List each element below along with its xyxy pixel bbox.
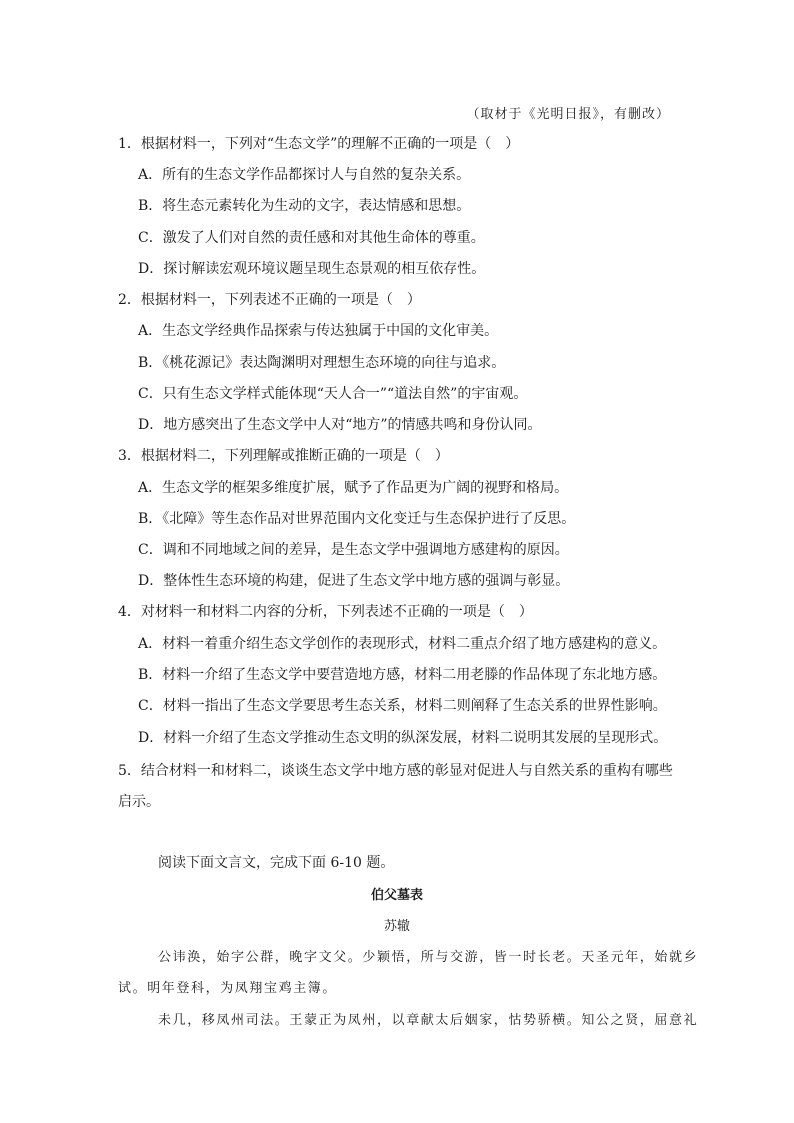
question-2-option-a: A．生态文学经典作品探索与传达独属于中国的文化审美。 — [138, 323, 499, 339]
question-1-option-c: C．激发了人们对自然的责任感和对其他生命体的尊重。 — [138, 230, 485, 246]
classical-text-line-1: 公讳涣，始字公群，晚字文父。少颖悟，所与交游，皆一时长老。天圣元年，始就乡 — [158, 950, 699, 965]
question-5-stem-line-1: 5．结合材料一和材料二，谈谈生态文学中地方感的彰显对促进人与自然关系的重构有哪些 — [118, 763, 673, 779]
question-2-stem: 2．根据材料一，下列表述不正确的一项是（ ） — [118, 292, 421, 308]
question-4-option-d: D．材料一介绍了生态文学推动生态文明的纵深发展，材料二说明其发展的呈现形式。 — [138, 730, 668, 746]
question-2-option-b: B．《桃花源记》表达陶渊明对理想生态环境的向往与追求。 — [138, 355, 506, 371]
question-2-option-c: C．只有生态文学样式能体现“天人合一”“道法自然”的宇宙观。 — [138, 386, 528, 402]
classical-text-line-3: 未几，移凤州司法。王蒙正为凤州，以章献太后姻家，怙势骄横。知公之贤，屈意礼 — [158, 1013, 699, 1028]
question-1-option-a: A．所有的生态文学作品都探讨人与自然的复杂关系。 — [138, 167, 471, 183]
classical-text-line-2: 试。明年登科，为凤翔宝鸡主簿。 — [118, 981, 338, 996]
section-intro: 阅读下面文言文，完成下面 6-10 题。 — [158, 855, 395, 871]
question-5-stem-line-2: 启示。 — [118, 794, 160, 810]
question-3-option-b: B．《北障》等生态作品对世界范围内文化变迁与生态保护进行了反思。 — [138, 511, 576, 527]
source-note: （取材于《光明日报》，有删改） — [466, 107, 670, 122]
question-4-option-a: A．材料一着重介绍生态文学创作的表现形式，材料二重点介绍了地方感建构的意义。 — [138, 636, 667, 652]
question-3-option-d: D．整体性生态环境的构建，促进了生态文学中地方感的强调与彰显。 — [138, 573, 570, 589]
question-1-option-d: D．探讨解读宏观环境议题呈现生态景观的相互依存性。 — [138, 261, 486, 277]
classical-text-title: 伯父墓表 — [370, 888, 423, 903]
question-1-option-b: B．将生态元素转化为生动的文字，表达情感和思想。 — [138, 198, 471, 214]
classical-text-author: 苏辙 — [383, 919, 410, 934]
question-4-option-b: B．材料一介绍了生态文学中要营造地方感，材料二用老滕的作品体现了东北地方感。 — [138, 667, 667, 683]
question-4-stem: 4．对材料一和材料二内容的分析，下列表述不正确的一项是（ ） — [118, 604, 533, 620]
question-3-option-a: A．生态文学的框架多维度扩展，赋予了作品更为广阔的视野和格局。 — [138, 480, 569, 496]
question-3-option-c: C．调和不同地域之间的差异，是生态文学中强调地方感建构的原因。 — [138, 542, 569, 558]
question-3-stem: 3．根据材料二，下列理解或推断正确的一项是（ ） — [118, 448, 449, 464]
question-1-stem: 1．根据材料一，下列对“生态文学”的理解不正确的一项是（ ） — [118, 136, 520, 152]
question-4-option-c: C．材料一指出了生态文学要思考生态关系，材料二则阐释了生态关系的世界性影响。 — [138, 698, 667, 714]
question-2-option-d: D．地方感突出了生态文学中人对“地方”的情感共鸣和身份认同。 — [138, 417, 542, 433]
